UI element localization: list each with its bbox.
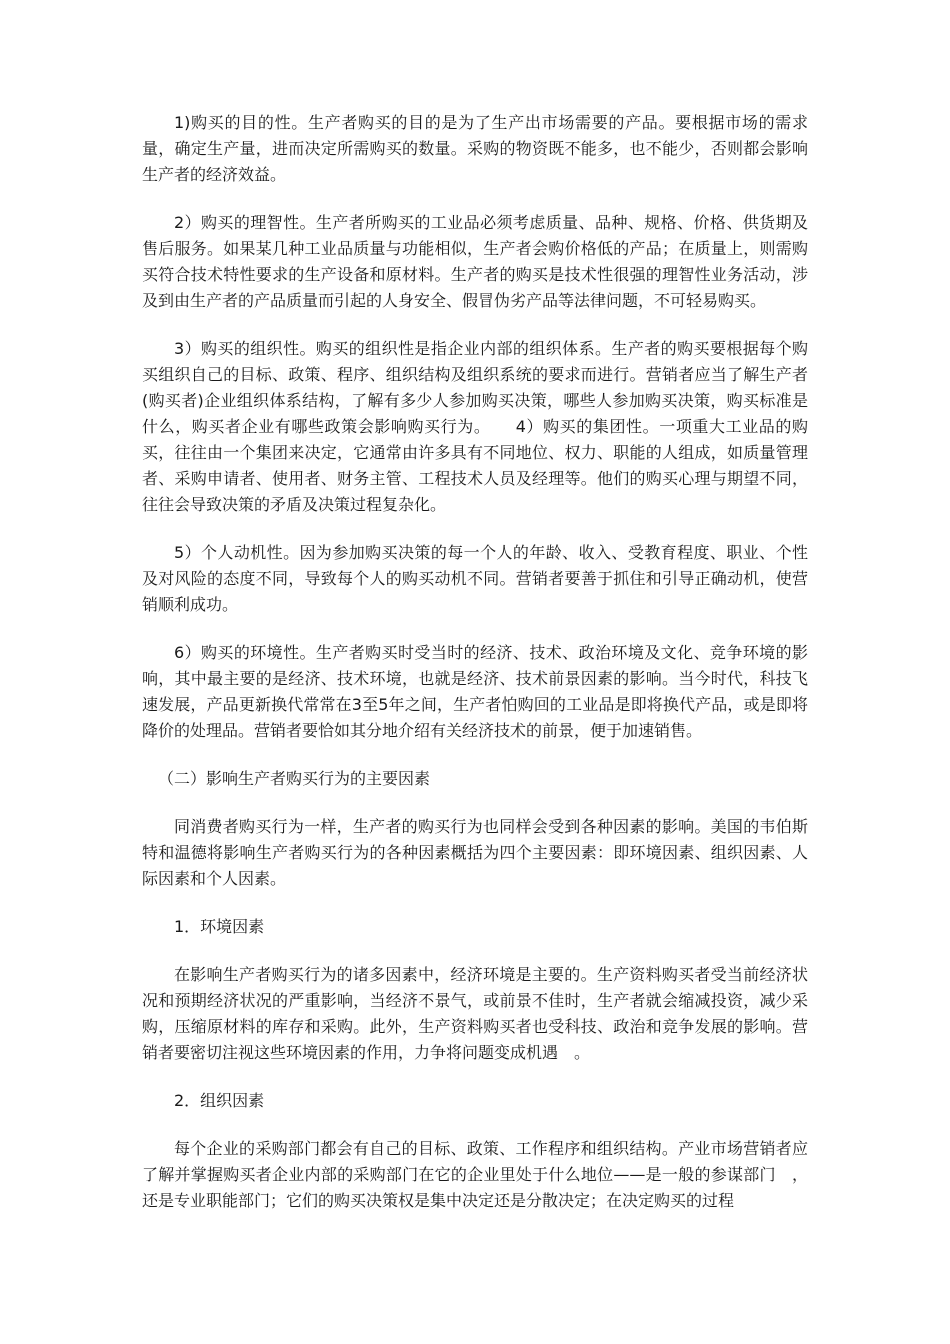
factor-organization-heading: 2．组织因素 (174, 1091, 265, 1110)
section-intro: 同消费者购买行为一样，生产者的购买行为也同样会受到各种因素的影响。美国的韦伯斯特和温德将影响生产者购买行为的各种因素概括为四个主要因素：即环境因素、组织因素、人际因素和个人因素。 (142, 817, 808, 888)
paragraph-environment: 6）购买的环境性。生产者购买时受当时的经济、技术、政治环境及文化、竞争环境的影响，其中最主要的是经济、技术环境，也就是经济、技术前景因素的影响。当今时代，科技飞速发展，产品更新换代常常在3至5年之间，生产者怕购回的工业品是即将换代产品，或是即将降价的处理品。营销者要恰如其分地介绍有关经济技术的前景，便于加速销售。 (142, 643, 808, 740)
paragraph-rationality: 2）购买的理智性。生产者所购买的工业品必须考虑质量、品种、规格、价格、供货期及售后服务。如果某几种工业品质量与功能相似，生产者会购价格低的产品；在质量上，则需购买符合技术特性要求的生产设备和原材料。生产者的购买是技术性很强的理智性业务活动，涉及到由生产者的产品质量而引起的人身安全、假冒伪劣产品等法律问题，不可轻易购买。 (142, 213, 808, 310)
paragraph-personal-motive: 5）个人动机性。因为参加购买决策的每一个人的年龄、收入、受教育程度、职业、个性及对风险的态度不同，导致每个人的购买动机不同。营销者要善于抓住和引导正确动机，使营销顺利成功。 (142, 543, 808, 614)
document-page (142, 110, 808, 1214)
paragraph-purpose: 1)购买的目的性。生产者购买的目的是为了生产出市场需要的产品。要根据市场的需求量，确定生产量，进而决定所需购买的数量。采购的物资既不能多，也不能少，否则都会影响生产者的经济效益。 (142, 113, 808, 184)
factor-environment-text: 在影响生产者购买行为的诸多因素中，经济环境是主要的。生产资料购买者受当前经济状况和预期经济状况的严重影响，当经济不景气，或前景不佳时，生产者就会缩减投资，减少采购，压缩原材料的库存和采购。此外，生产资料购买者也受科技、政治和竞争发展的影响。营销者要密切注视这些环境因素的作用，力争将问题变成机遇 。 (142, 965, 808, 1062)
factor-environment-heading: 1．环境因素 (174, 917, 265, 936)
paragraph-organization: 3）购买的组织性。购买的组织性是指企业内部的组织体系。生产者的购买要根据每个购买组织自己的目标、政策、程序、组织结构及组织系统的要求而进行。营销者应当了解生产者(购买者)企业组织体系结构，了解有多少人参加购买决策，哪些人参加购买决策，购买标准是什么，购买者企业有哪些政策会影响购买行为。 4）购买的集团性。一项重大工业品的购买，往往由一个集团来决定，它通常由许多具有不同地位、权力、职能的人组成，如质量管理者、采购申请者、使用者、财务主管、工程技术人员及经理等。他们的购买心理与期望不同，往往会导致决策的矛盾及决策过程复杂化。 (142, 339, 808, 514)
section-heading: （二）影响生产者购买行为的主要因素 (158, 769, 431, 788)
factor-organization-text: 每个企业的采购部门都会有自己的目标、政策、工作程序和组织结构。产业市场营销者应了解并掌握购买者企业内部的采购部门在它的企业里处于什么地位——是一般的参谋部门 ，还是专业职能部门；它们的购买决策权是集中决定还是分散决定；在决定购买的过程 (142, 1139, 808, 1210)
